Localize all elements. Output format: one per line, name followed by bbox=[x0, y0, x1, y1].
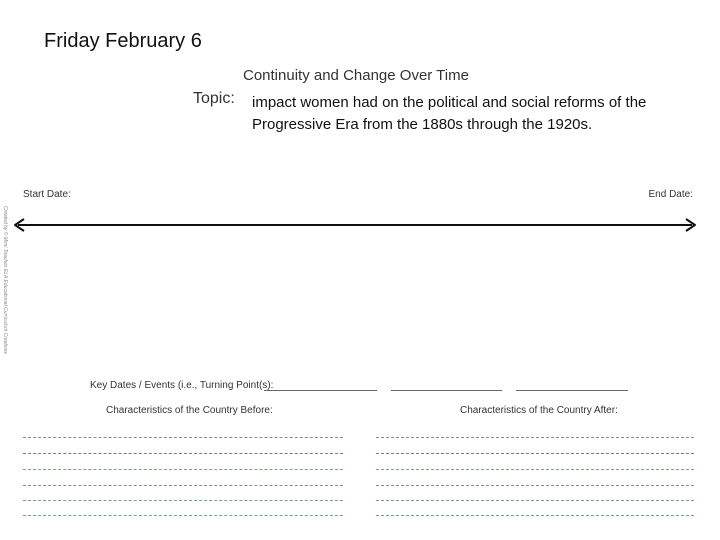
before-writing-line bbox=[23, 485, 343, 486]
after-writing-line bbox=[376, 485, 694, 486]
topic-label: Topic: bbox=[193, 90, 235, 107]
key-dates-label: Key Dates / Events (i.e., Turning Point(s): bbox=[90, 380, 274, 391]
before-writing-line bbox=[23, 453, 343, 454]
timeline-arrow bbox=[10, 215, 700, 235]
before-writing-line bbox=[23, 515, 343, 516]
key-date-blank-2 bbox=[391, 390, 502, 391]
key-date-blank-1 bbox=[264, 390, 377, 391]
before-writing-line bbox=[23, 437, 343, 438]
after-label: Characteristics of the Country After: bbox=[460, 405, 618, 416]
after-writing-line bbox=[376, 500, 694, 501]
end-date-label: End Date: bbox=[648, 189, 693, 200]
after-writing-line bbox=[376, 437, 694, 438]
after-writing-line bbox=[376, 515, 694, 516]
before-label: Characteristics of the Country Before: bbox=[106, 405, 273, 416]
after-writing-line bbox=[376, 469, 694, 470]
side-credit: Created by © Mimi Teaches ELA Educational Curriculum Creations bbox=[2, 205, 8, 355]
worksheet-heading: Continuity and Change Over Time bbox=[243, 67, 469, 84]
topic-text: impact women had on the political and social reforms of the Progressive Era from the 1880s through the 1920s. bbox=[252, 94, 647, 133]
after-writing-line bbox=[376, 453, 694, 454]
start-date-label: Start Date: bbox=[23, 189, 71, 200]
key-date-blank-3 bbox=[516, 390, 628, 391]
before-writing-line bbox=[23, 500, 343, 501]
before-writing-line bbox=[23, 469, 343, 470]
slide-title: Friday February 6 bbox=[44, 30, 202, 52]
